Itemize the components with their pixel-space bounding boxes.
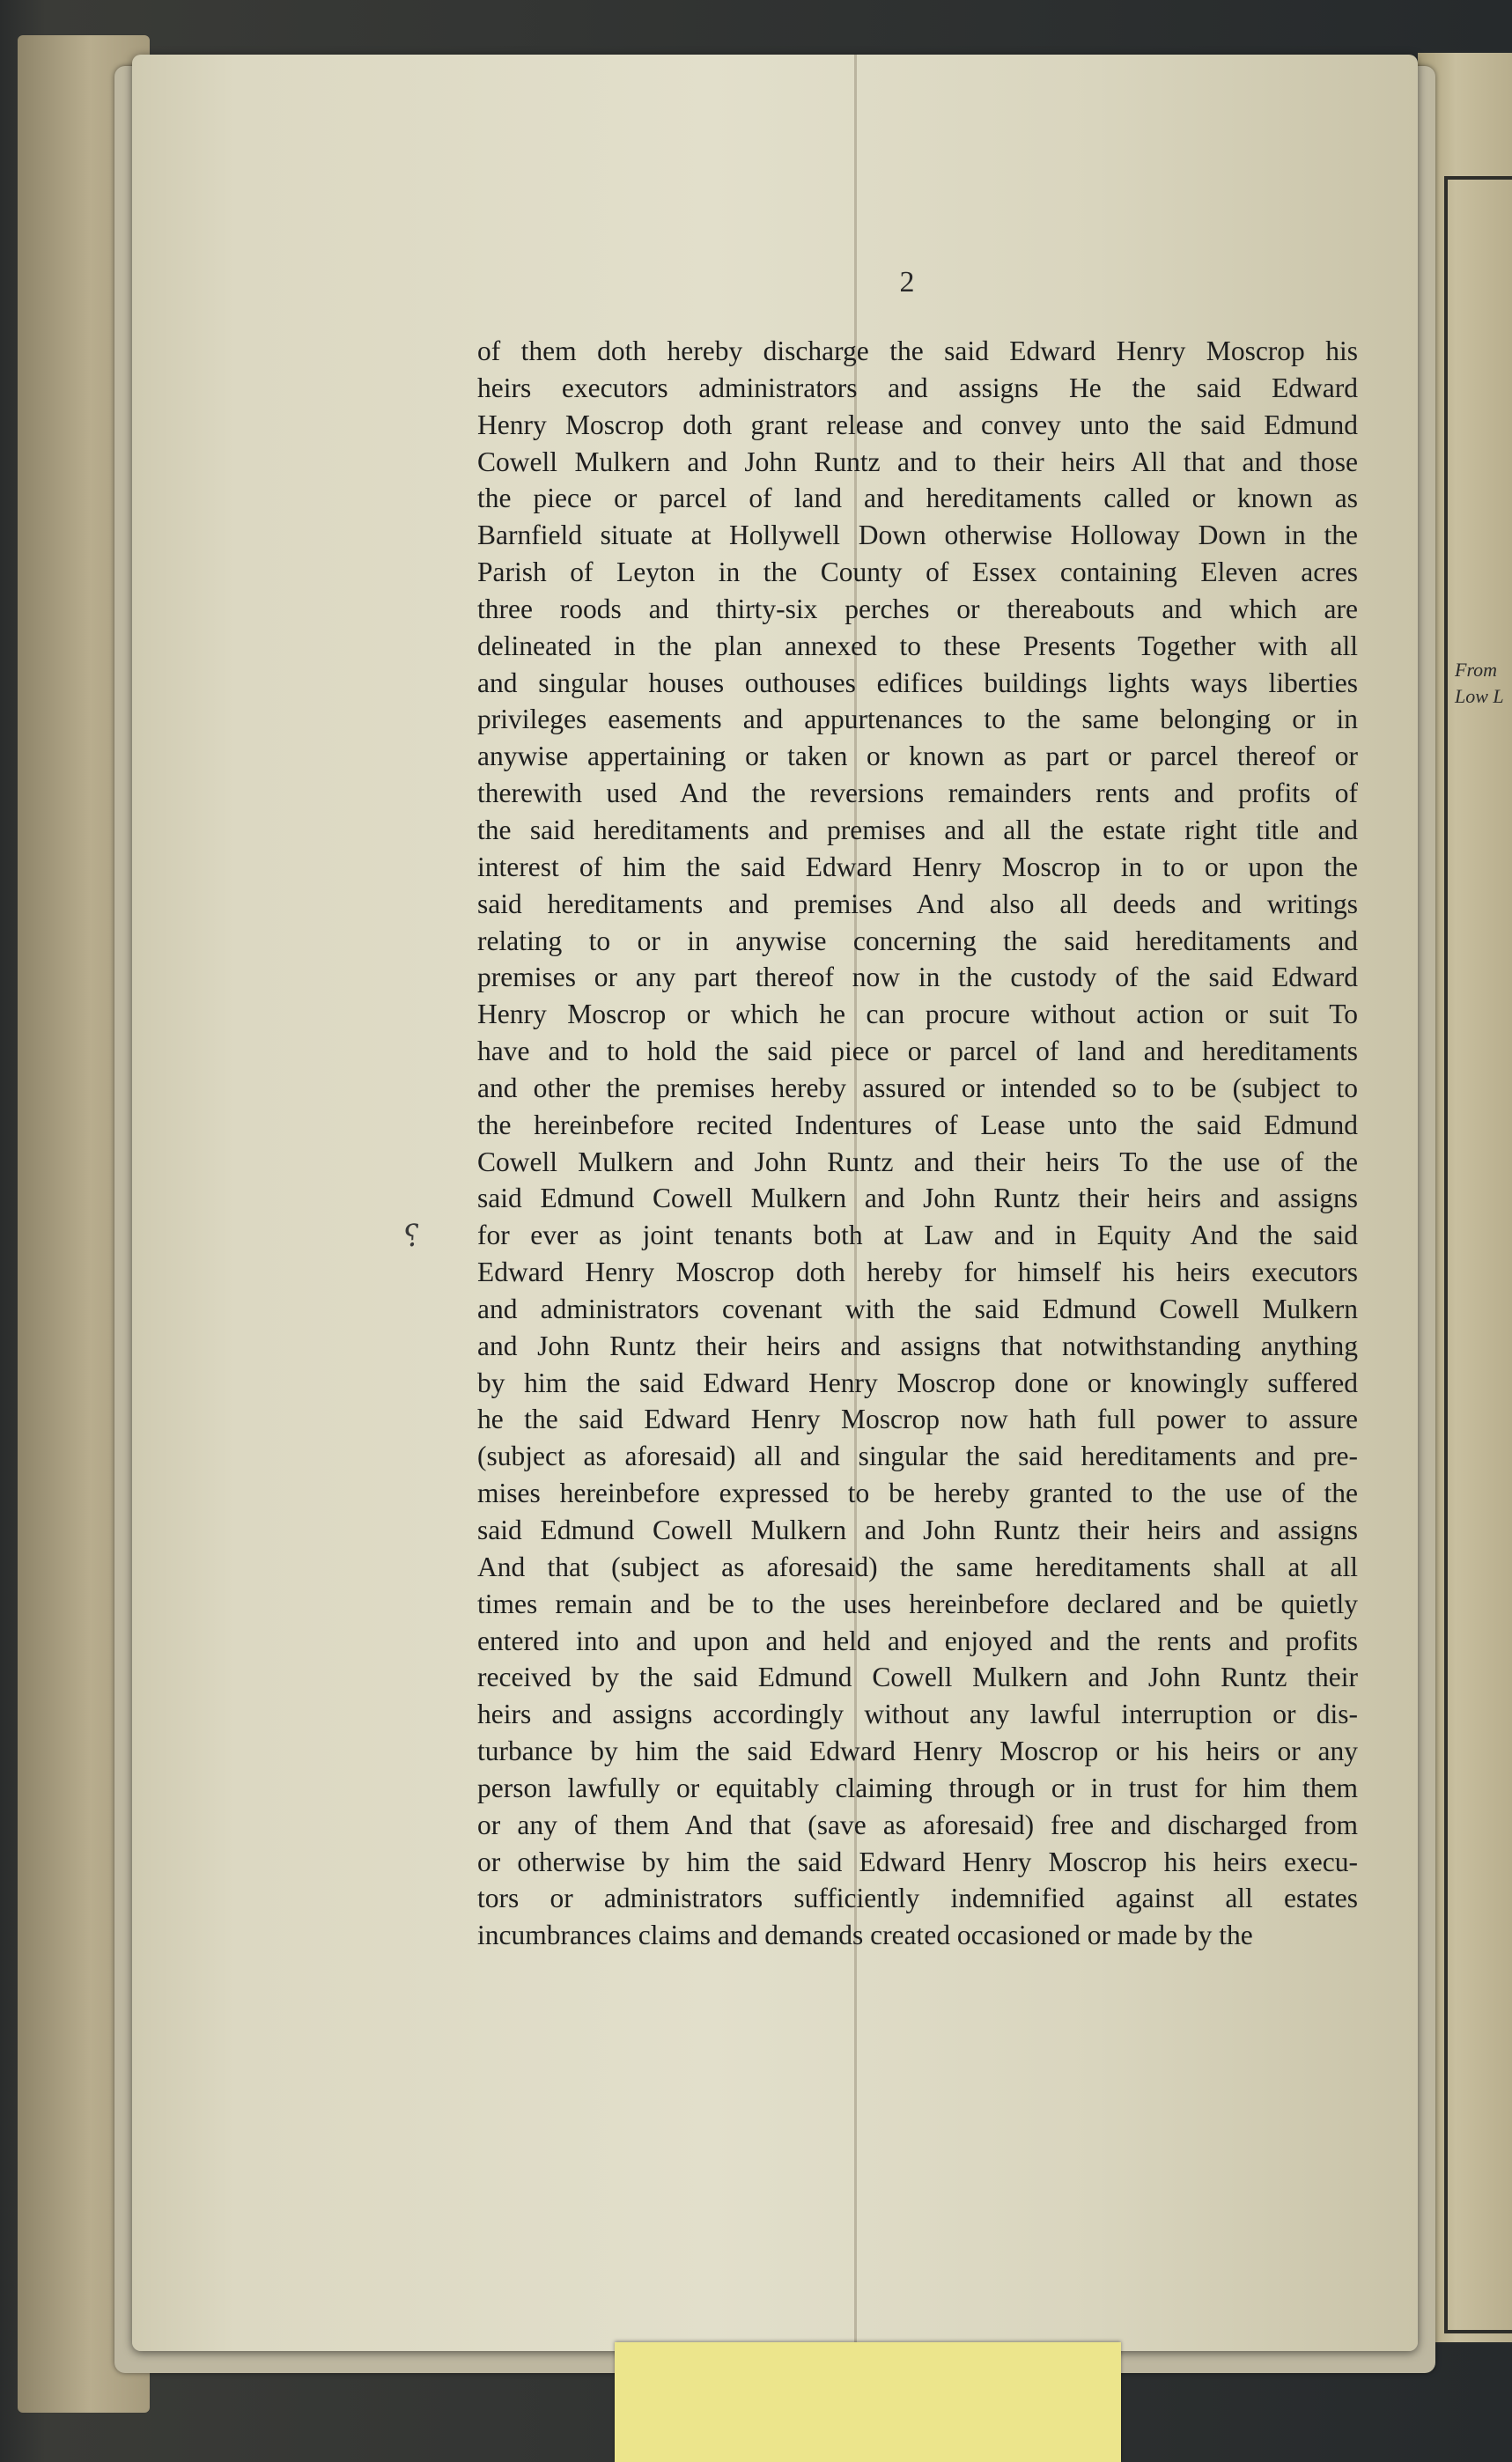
deed-text-line: and other the premises hereby assured or intended so to be (subject to — [477, 1072, 1358, 1103]
deed-text-line: incumbrances claims and demands created occasioned or made by the — [477, 1920, 1253, 1951]
deed-text-line: have and to hold the said piece or parcel of land and hereditaments — [477, 1036, 1358, 1067]
deed-text-line: the said hereditaments and premises and all the estate right title and — [477, 814, 1358, 845]
deed-text-line: entered into and upon and held and enjoyed and the rents and profits — [477, 1625, 1358, 1656]
deed-text-line: times remain and be to the uses hereinbefore declared and be quietly — [477, 1588, 1358, 1619]
deed-text-line: and administrators covenant with the said Edmund Cowell Mulkern — [477, 1293, 1358, 1324]
deed-text-line: anywise appertaining or taken or known as part or parcel thereof or — [477, 741, 1358, 772]
deed-text-line: received by the said Edmund Cowell Mulkern and John Runtz their — [477, 1662, 1358, 1693]
deed-text-line: heirs and assigns accordingly without any lawful interruption or dis- — [477, 1699, 1358, 1730]
deed-text-line: And that (subject as aforesaid) the same hereditaments shall at all — [477, 1551, 1358, 1582]
deed-text-line: or otherwise by him the said Edward Henry Moscrop his heirs execu- — [477, 1846, 1358, 1877]
deed-text-line: person lawfully or equitably claiming through or in trust for him them — [477, 1772, 1358, 1803]
deed-text-line: premises or any part thereof now in the custody of the said Edward — [477, 962, 1358, 993]
deed-text-line: Henry Moscrop or which he can procure without action or suit To — [477, 999, 1358, 1030]
deed-text-line: the hereinbefore recited Indentures of Lease unto the said Edmund — [477, 1109, 1358, 1140]
deed-text-line: mises hereinbefore expressed to be hereby granted to the use of the — [477, 1478, 1358, 1509]
deed-text-body — [477, 333, 1358, 1954]
deed-text-line: said Edmund Cowell Mulkern and John Runtz their heirs and assigns — [477, 1183, 1358, 1214]
deed-text-line: or any of them And that (save as aforesaid) free and discharged from — [477, 1809, 1358, 1840]
margin-annotation: ⸮ — [401, 1219, 422, 1255]
deed-text-line: three roods and thirty-six perches or thereabouts and which are — [477, 593, 1358, 624]
deed-text-line: privileges easements and appurtenances to the same belonging or in — [477, 704, 1358, 735]
deed-text-line: for ever as joint tenants both at Law and in Equity And the said — [477, 1220, 1358, 1251]
deed-text-line: Henry Moscrop doth grant release and convey unto the said Edmund — [477, 409, 1358, 440]
deed-text-line: interest of him the said Edward Henry Moscrop in to or upon the — [477, 851, 1358, 882]
deed-text-line: (subject as aforesaid) all and singular the said hereditaments and pre- — [477, 1441, 1358, 1472]
page-number: 2 — [899, 266, 915, 299]
deed-text-line: and John Runtz their heirs and assigns that notwithstanding anything — [477, 1330, 1358, 1361]
sticky-note-tab — [615, 2342, 1121, 2462]
deed-text-line: therewith used And the reversions remainders rents and profits of — [477, 778, 1358, 809]
deed-text-line: Parish of Leyton in the County of Essex containing Eleven acres — [477, 557, 1358, 588]
side-note-line-2: Low L — [1455, 685, 1504, 707]
deed-text-line: Edward Henry Moscrop doth hereby for himself his heirs executors — [477, 1257, 1358, 1288]
deed-text-line: delineated in the plan annexed to these Presents Together with all — [477, 630, 1358, 661]
deed-text-line: Barnfield situate at Hollywell Down otherwise Holloway Down in the — [477, 520, 1358, 551]
deed-text-line: said hereditaments and premises And also all deeds and writings — [477, 888, 1358, 919]
deed-text-line: heirs executors administrators and assigns He the said Edward — [477, 372, 1358, 403]
deed-text-line: said Edmund Cowell Mulkern and John Runtz their heirs and assigns — [477, 1515, 1358, 1545]
deed-text-line: the piece or parcel of land and hereditaments called or known as — [477, 483, 1358, 514]
deed-text-line: of them doth hereby discharge the said Edward Henry Moscrop his — [477, 335, 1358, 366]
deed-text-line: turbance by him the said Edward Henry Moscrop or his heirs or any — [477, 1736, 1358, 1767]
side-note-line-1: From — [1455, 659, 1498, 681]
deed-text-line: by him the said Edward Henry Moscrop done or knowingly suffered — [477, 1367, 1358, 1398]
deed-text-line: Cowell Mulkern and John Runtz and to their heirs All that and those — [477, 446, 1358, 477]
deed-text-line: tors or administrators sufficiently indemnified against all estates — [477, 1883, 1358, 1914]
deed-text-line: he the said Edward Henry Moscrop now hath full power to assure — [477, 1404, 1358, 1435]
deed-text-line: Cowell Mulkern and John Runtz and their heirs To the use of the — [477, 1146, 1358, 1177]
deed-text-line: and singular houses outhouses edifices buildings lights ways liberties — [477, 667, 1358, 698]
deed-text-line: relating to or in anywise concerning the said hereditaments and — [477, 925, 1358, 956]
adjacent-document-frame — [1444, 176, 1512, 2333]
